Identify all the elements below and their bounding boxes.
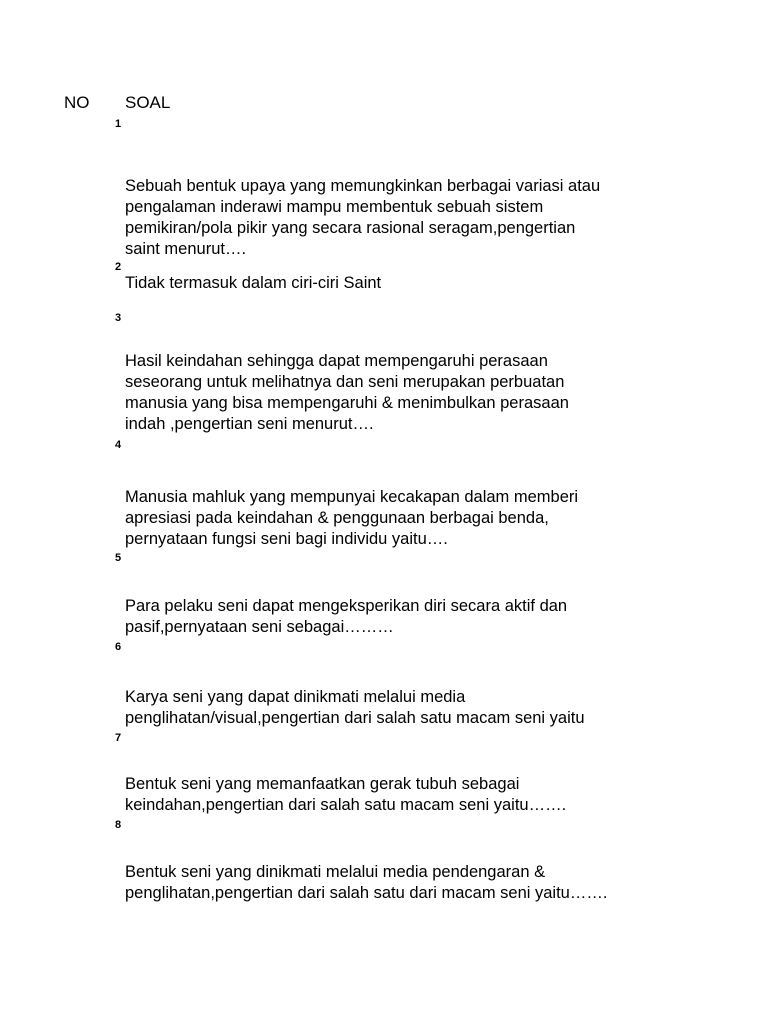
question-number: 4	[115, 439, 122, 451]
question-number: 7	[115, 732, 122, 744]
question-number: 8	[115, 819, 122, 831]
question-text: Bentuk seni yang dinikmati melalui media pendengaran & penglihatan,pengertian dari salah satu dari macam seni yaitu…….	[125, 863, 608, 902]
question-text: Karya seni yang dapat dinikmati melalui media penglihatan/visual,pengertian dari salah satu macam seni yaitu	[125, 688, 585, 727]
question-number: 5	[115, 552, 122, 564]
question-text: Tidak termasuk dalam ciri-ciri Saint	[125, 274, 382, 292]
question-text: Para pelaku seni dapat mengeksperikan diri secara aktif dan pasif,pernyataan seni sebagai………	[125, 597, 568, 636]
question-text: Bentuk seni yang memanfaatkan gerak tubuh sebagai keindahan,pengertian dari salah satu macam seni yaitu…….	[125, 775, 567, 814]
question-number: 6	[115, 641, 122, 653]
question-number: 1	[115, 118, 122, 130]
question-number: 3	[115, 312, 122, 324]
column-header-no: NO	[64, 93, 90, 112]
question-text: Sebuah bentuk upaya yang memungkinkan berbagai variasi atau pengalaman inderawi mampu membentuk sebuah sistem pemikiran/pola pikir yang secara rasional seragam,pengertian saint menurut….	[125, 177, 601, 258]
question-text: Manusia mahluk yang mempunyai kecakapan dalam memberi apresiasi pada keindahan & penggunaan berbagai benda, pernyataan fungsi seni bagi individu yaitu….	[125, 488, 579, 548]
question-text: Hasil keindahan sehingga dapat mempengaruhi perasaan seseorang untuk melihatnya dan seni merupakan perbuatan manusia yang bisa mempengaruhi & menimbulkan perasaan indah ,pengertian seni menurut….	[125, 352, 569, 433]
column-header-soal: SOAL	[125, 93, 171, 112]
question-number: 2	[115, 261, 122, 273]
